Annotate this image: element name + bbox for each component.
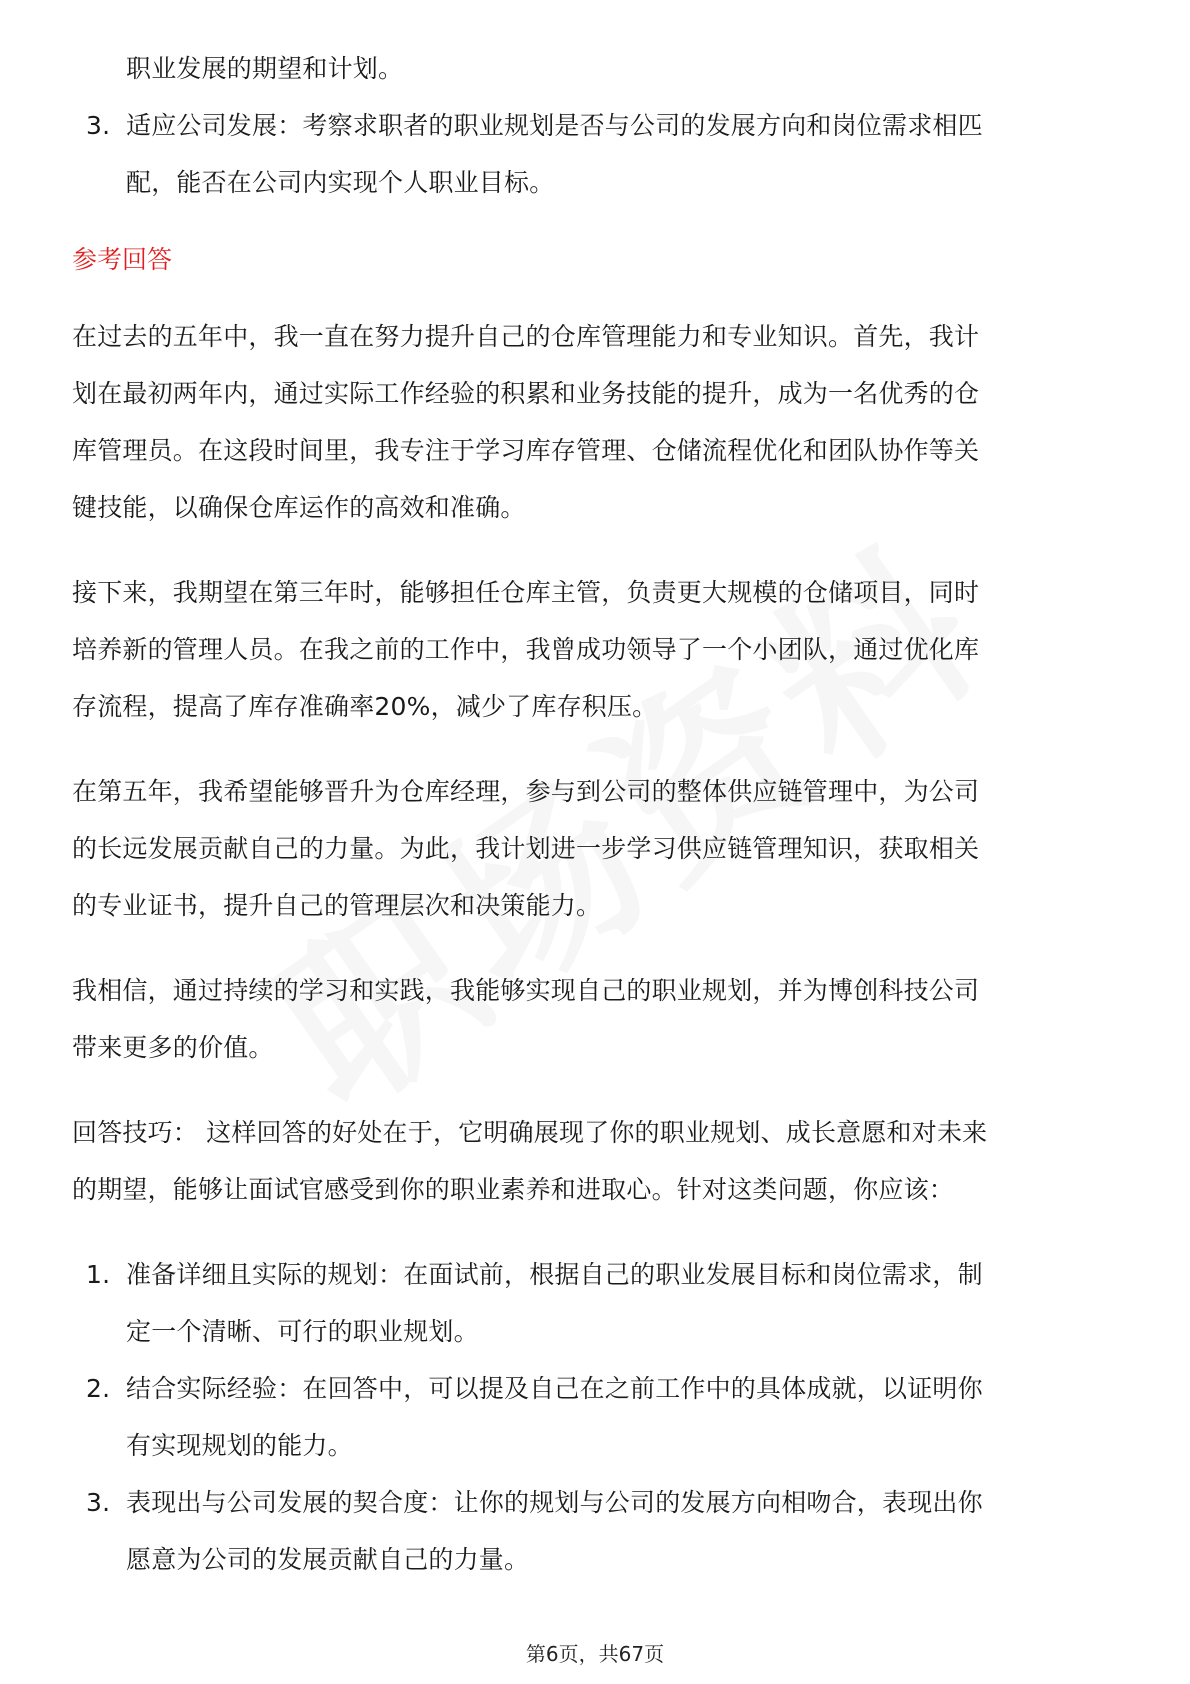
paragraph-line: 带来更多的价值。 <box>72 1033 274 1062</box>
paragraph <box>72 1104 1122 1218</box>
list-item <box>72 1246 1122 1303</box>
list-number: 3. <box>86 111 111 140</box>
paragraph <box>72 763 1122 934</box>
list-item-continuation: 定一个清晰、可行的职业规划。 <box>126 1317 479 1346</box>
page-content <box>72 40 1122 1588</box>
section-heading: 参考回答 <box>72 245 173 274</box>
list-text: 准备详细且实际的规划：在面试前，根据自己的职业发展目标和岗位需求，制 <box>126 1260 983 1289</box>
tips-list <box>72 1246 1122 1588</box>
paragraph-line: 我相信，通过持续的学习和实践，我能够实现自己的职业规划，并为博创科技公司 <box>72 976 980 1005</box>
paragraph-line: 接下来，我期望在第三年时，能够担任仓库主管，负责更大规模的仓储项目，同时 <box>72 578 980 607</box>
list-item-continuation: 有实现规划的能力。 <box>126 1431 353 1460</box>
list-item-continuation: 配，能否在公司内实现个人职业目标。 <box>126 168 555 197</box>
paragraph <box>72 308 1122 536</box>
paragraph-line: 存流程，提高了库存准确率20%，减少了库存积压。 <box>72 692 658 721</box>
paragraph-line: 键技能，以确保仓库运作的高效和准确。 <box>72 493 526 522</box>
paragraph-line: 培养新的管理人员。在我之前的工作中，我曾成功领导了一个小团队，通过优化库 <box>72 635 980 664</box>
paragraph-line: 的长远发展贡献自己的力量。为此，我计划进一步学习供应链管理知识，获取相关 <box>72 834 980 863</box>
paragraph-line: 在第五年，我希望能够晋升为仓库经理，参与到公司的整体供应链管理中，为公司 <box>72 777 980 806</box>
paragraph-line: 在过去的五年中，我一直在努力提升自己的仓库管理能力和专业知识。首先，我计 <box>72 322 980 351</box>
paragraph-line: 的专业证书，提升自己的管理层次和决策能力。 <box>72 891 602 920</box>
paragraph-line: 库管理员。在这段时间里，我专注于学习库存管理、仓储流程优化和团队协作等关 <box>72 436 980 465</box>
paragraph <box>72 962 1122 1076</box>
list-item-continuation: 职业发展的期望和计划。 <box>126 54 404 83</box>
paragraph-line: 回答技巧： 这样回答的好处在于，它明确展现了你的职业规划、成长意愿和对未来 <box>72 1118 988 1147</box>
list-text: 表现出与公司发展的契合度：让你的规划与公司的发展方向相吻合，表现出你 <box>126 1488 983 1517</box>
list-number: 1. <box>86 1260 111 1289</box>
list-text: 适应公司发展：考察求职者的职业规划是否与公司的发展方向和岗位需求相匹 <box>126 111 983 140</box>
list-item <box>72 97 1122 154</box>
list-item <box>72 1474 1122 1531</box>
list-number: 3. <box>86 1488 111 1517</box>
paragraph-line: 划在最初两年内，通过实际工作经验的积累和业务技能的提升，成为一名优秀的仓 <box>72 379 980 408</box>
list-text: 结合实际经验：在回答中，可以提及自己在之前工作中的具体成就，以证明你 <box>126 1374 983 1403</box>
list-number: 2. <box>86 1374 111 1403</box>
list-item <box>72 1360 1122 1417</box>
paragraph <box>72 564 1122 735</box>
page-number-footer: 第6页，共67页 <box>525 1642 665 1666</box>
list-item-continuation: 愿意为公司的发展贡献自己的力量。 <box>126 1545 530 1574</box>
paragraph-line: 的期望，能够让面试官感受到你的职业素养和进取心。针对这类问题，你应该： <box>72 1175 955 1204</box>
